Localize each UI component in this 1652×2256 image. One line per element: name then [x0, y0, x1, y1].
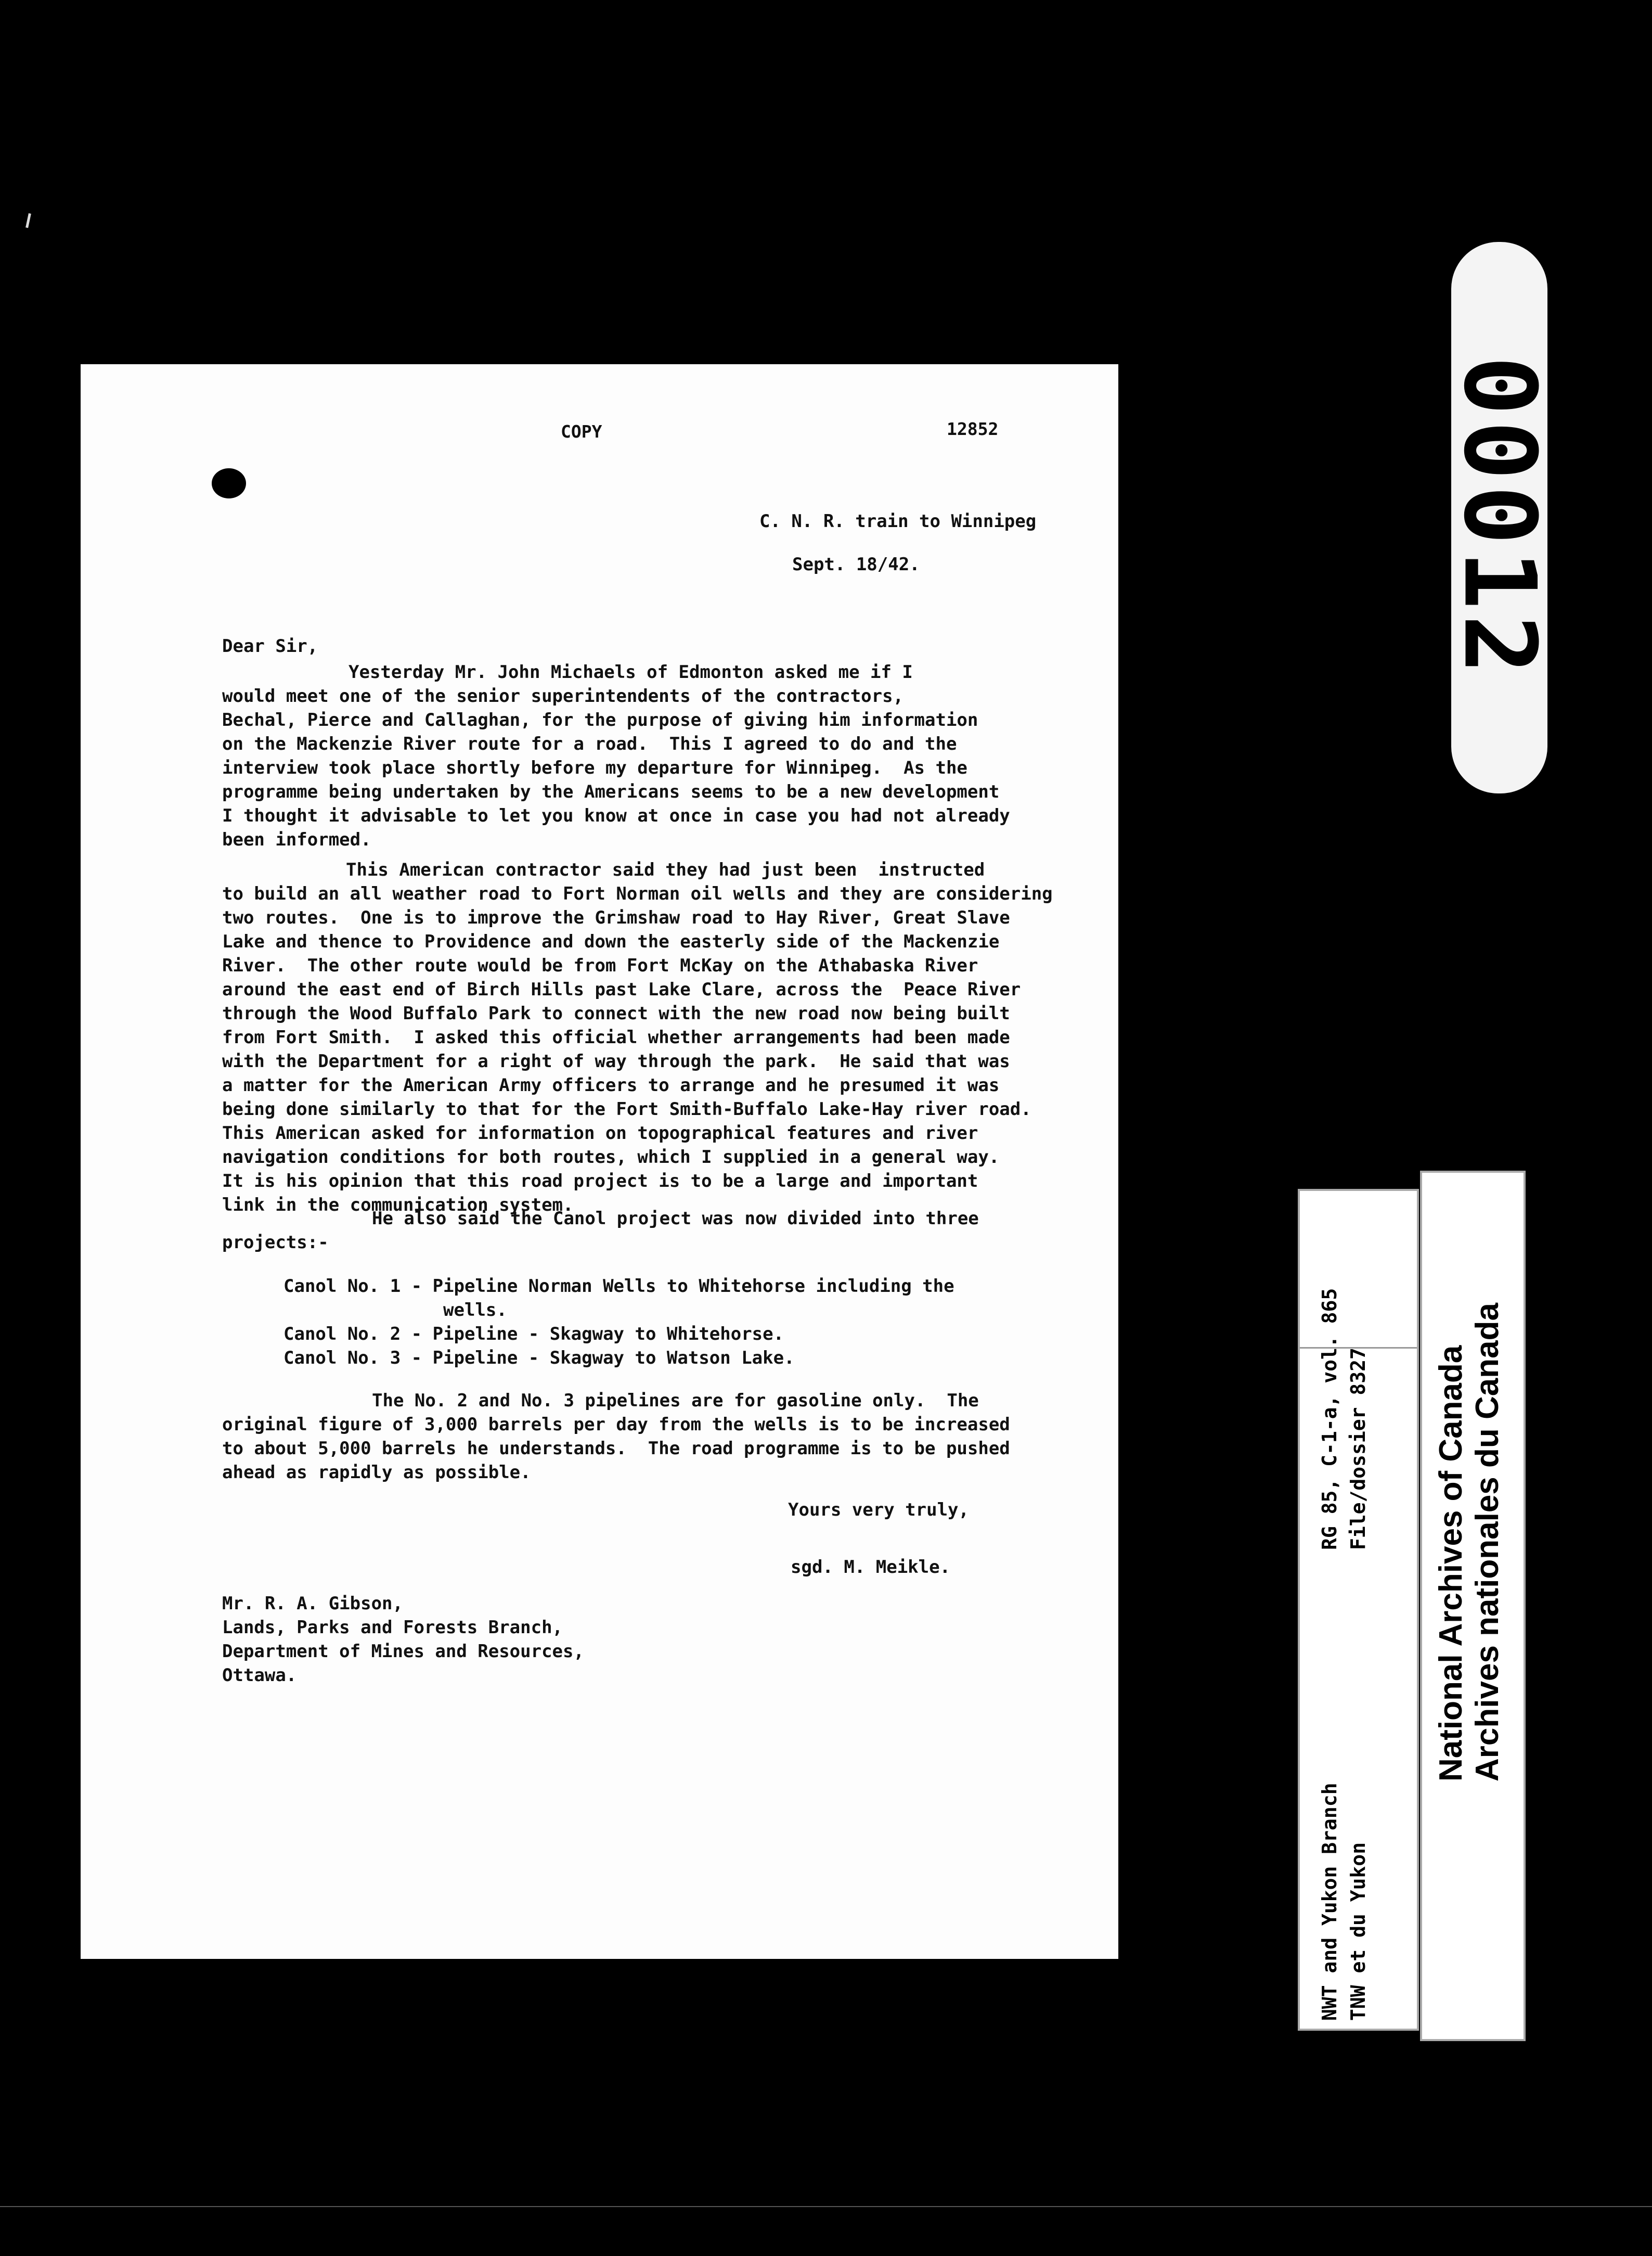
paragraph-line: navigation conditions for both routes, which I supplied in a general way. — [222, 1147, 1000, 1168]
paragraph-line: to about 5,000 barrels he understands. The road programme is to be pushed — [222, 1438, 1010, 1459]
address-line: Lands, Parks and Forests Branch, — [222, 1617, 563, 1638]
archive-institution-label — [1420, 1171, 1526, 2041]
branch-line-2: TNW et du Yukon — [1347, 1842, 1370, 2021]
paragraph-line: through the Wood Buffalo Park to connect with the new road now being built — [222, 1003, 1010, 1024]
closing-line: Yours very truly, — [788, 1499, 969, 1520]
paragraph-line: programme being undertaken by the Americans seems to be a new development — [222, 781, 1000, 802]
paragraph-line: He also said the Canol project was now divided into three — [372, 1208, 979, 1229]
institution-french: Archives nationales du Canada — [1469, 1303, 1505, 1781]
institution-english: National Archives of Canada — [1433, 1345, 1469, 1781]
film-edge-line — [0, 2206, 1652, 2207]
archive-reference-label — [1298, 1189, 1419, 2031]
paragraph-line: being done similarly to that for the Fort Smith-Buffalo Lake-Hay river road. — [222, 1099, 1031, 1120]
copy-heading: COPY — [561, 421, 602, 442]
paragraph-line: from Fort Smith. I asked this official whether arrangements had been made — [222, 1027, 1010, 1048]
document-number: 12852 — [947, 419, 999, 439]
place-line: C. N. R. train to Winnipeg — [759, 511, 1037, 532]
paragraph-line: Bechal, Pierce and Callaghan, for the purpose of giving him information — [222, 710, 978, 730]
reference-line-2: File/dossier 8327 — [1347, 1348, 1370, 1550]
paragraph-line: two routes. One is to improve the Grimshaw road to Hay River, Great Slave — [222, 907, 1010, 928]
letter-page — [81, 364, 1118, 1959]
paragraph-line: projects:- — [222, 1232, 329, 1253]
paragraph-line: It is his opinion that this road project is to be a large and important — [222, 1171, 978, 1191]
paragraph-line: link in the communication system. — [222, 1195, 574, 1215]
paragraph-line: Yesterday Mr. John Michaels of Edmonton asked me if I — [349, 662, 913, 683]
paragraph-line: original figure of 3,000 barrels per day from the wells is to be increased — [222, 1414, 1010, 1435]
date-line: Sept. 18/42. — [792, 554, 920, 575]
project-line: Canol No. 1 - Pipeline Norman Wells to Whitehorse including the — [283, 1276, 954, 1297]
address-line: Ottawa. — [222, 1665, 297, 1686]
paragraph-line: been informed. — [222, 829, 371, 850]
paragraph-line: around the east end of Birch Hills past Lake Clare, across the Peace River — [222, 979, 1021, 1000]
paragraph-line: ahead as rapidly as possible. — [222, 1462, 531, 1483]
branch-line-1: NWT and Yukon Branch — [1318, 1783, 1341, 2021]
paragraph-line: River. The other route would be from Fort McKay on the Athabaska River — [222, 955, 978, 976]
salutation: Dear Sir, — [222, 636, 318, 657]
paragraph-line: This American asked for information on topographical features and river — [222, 1123, 978, 1144]
paragraph-line: on the Mackenzie River route for a road. This I agreed to do and the — [222, 734, 957, 754]
reference-line-1: RG 85, C-1-a, vol. 865 — [1318, 1288, 1341, 1550]
paragraph-line: interview took place shortly before my departure for Winnipeg. As the — [222, 758, 967, 778]
film-speck — [25, 213, 31, 228]
punch-hole — [212, 468, 246, 498]
frame-number-stamp — [1442, 242, 1557, 793]
address-line: Department of Mines and Resources, — [222, 1641, 584, 1662]
paragraph-line: I thought it advisable to let you know at once in case you had not already — [222, 805, 1010, 826]
signature-line: sgd. M. Meikle. — [791, 1557, 951, 1578]
frame-number: 00012 — [1442, 356, 1557, 680]
paragraph-line: to build an all weather road to Fort Norman oil wells and they are considering — [222, 883, 1053, 904]
address-line: Mr. R. A. Gibson, — [222, 1593, 403, 1614]
paragraph-line: The No. 2 and No. 3 pipelines are for gasoline only. The — [372, 1390, 979, 1411]
project-line: Canol No. 3 - Pipeline - Skagway to Watson Lake. — [283, 1348, 795, 1368]
project-line: wells. — [283, 1300, 507, 1321]
paragraph-line: would meet one of the senior superintendents of the contractors, — [222, 686, 904, 707]
paragraph-line: This American contractor said they had just been instructed — [346, 860, 985, 880]
paragraph-line: with the Department for a right of way through the park. He said that was — [222, 1051, 1010, 1072]
paragraph-line: Lake and thence to Providence and down the easterly side of the Mackenzie — [222, 931, 1000, 952]
project-line: Canol No. 2 - Pipeline - Skagway to Whitehorse. — [283, 1324, 784, 1344]
paragraph-line: a matter for the American Army officers to arrange and he presumed it was — [222, 1075, 1000, 1096]
